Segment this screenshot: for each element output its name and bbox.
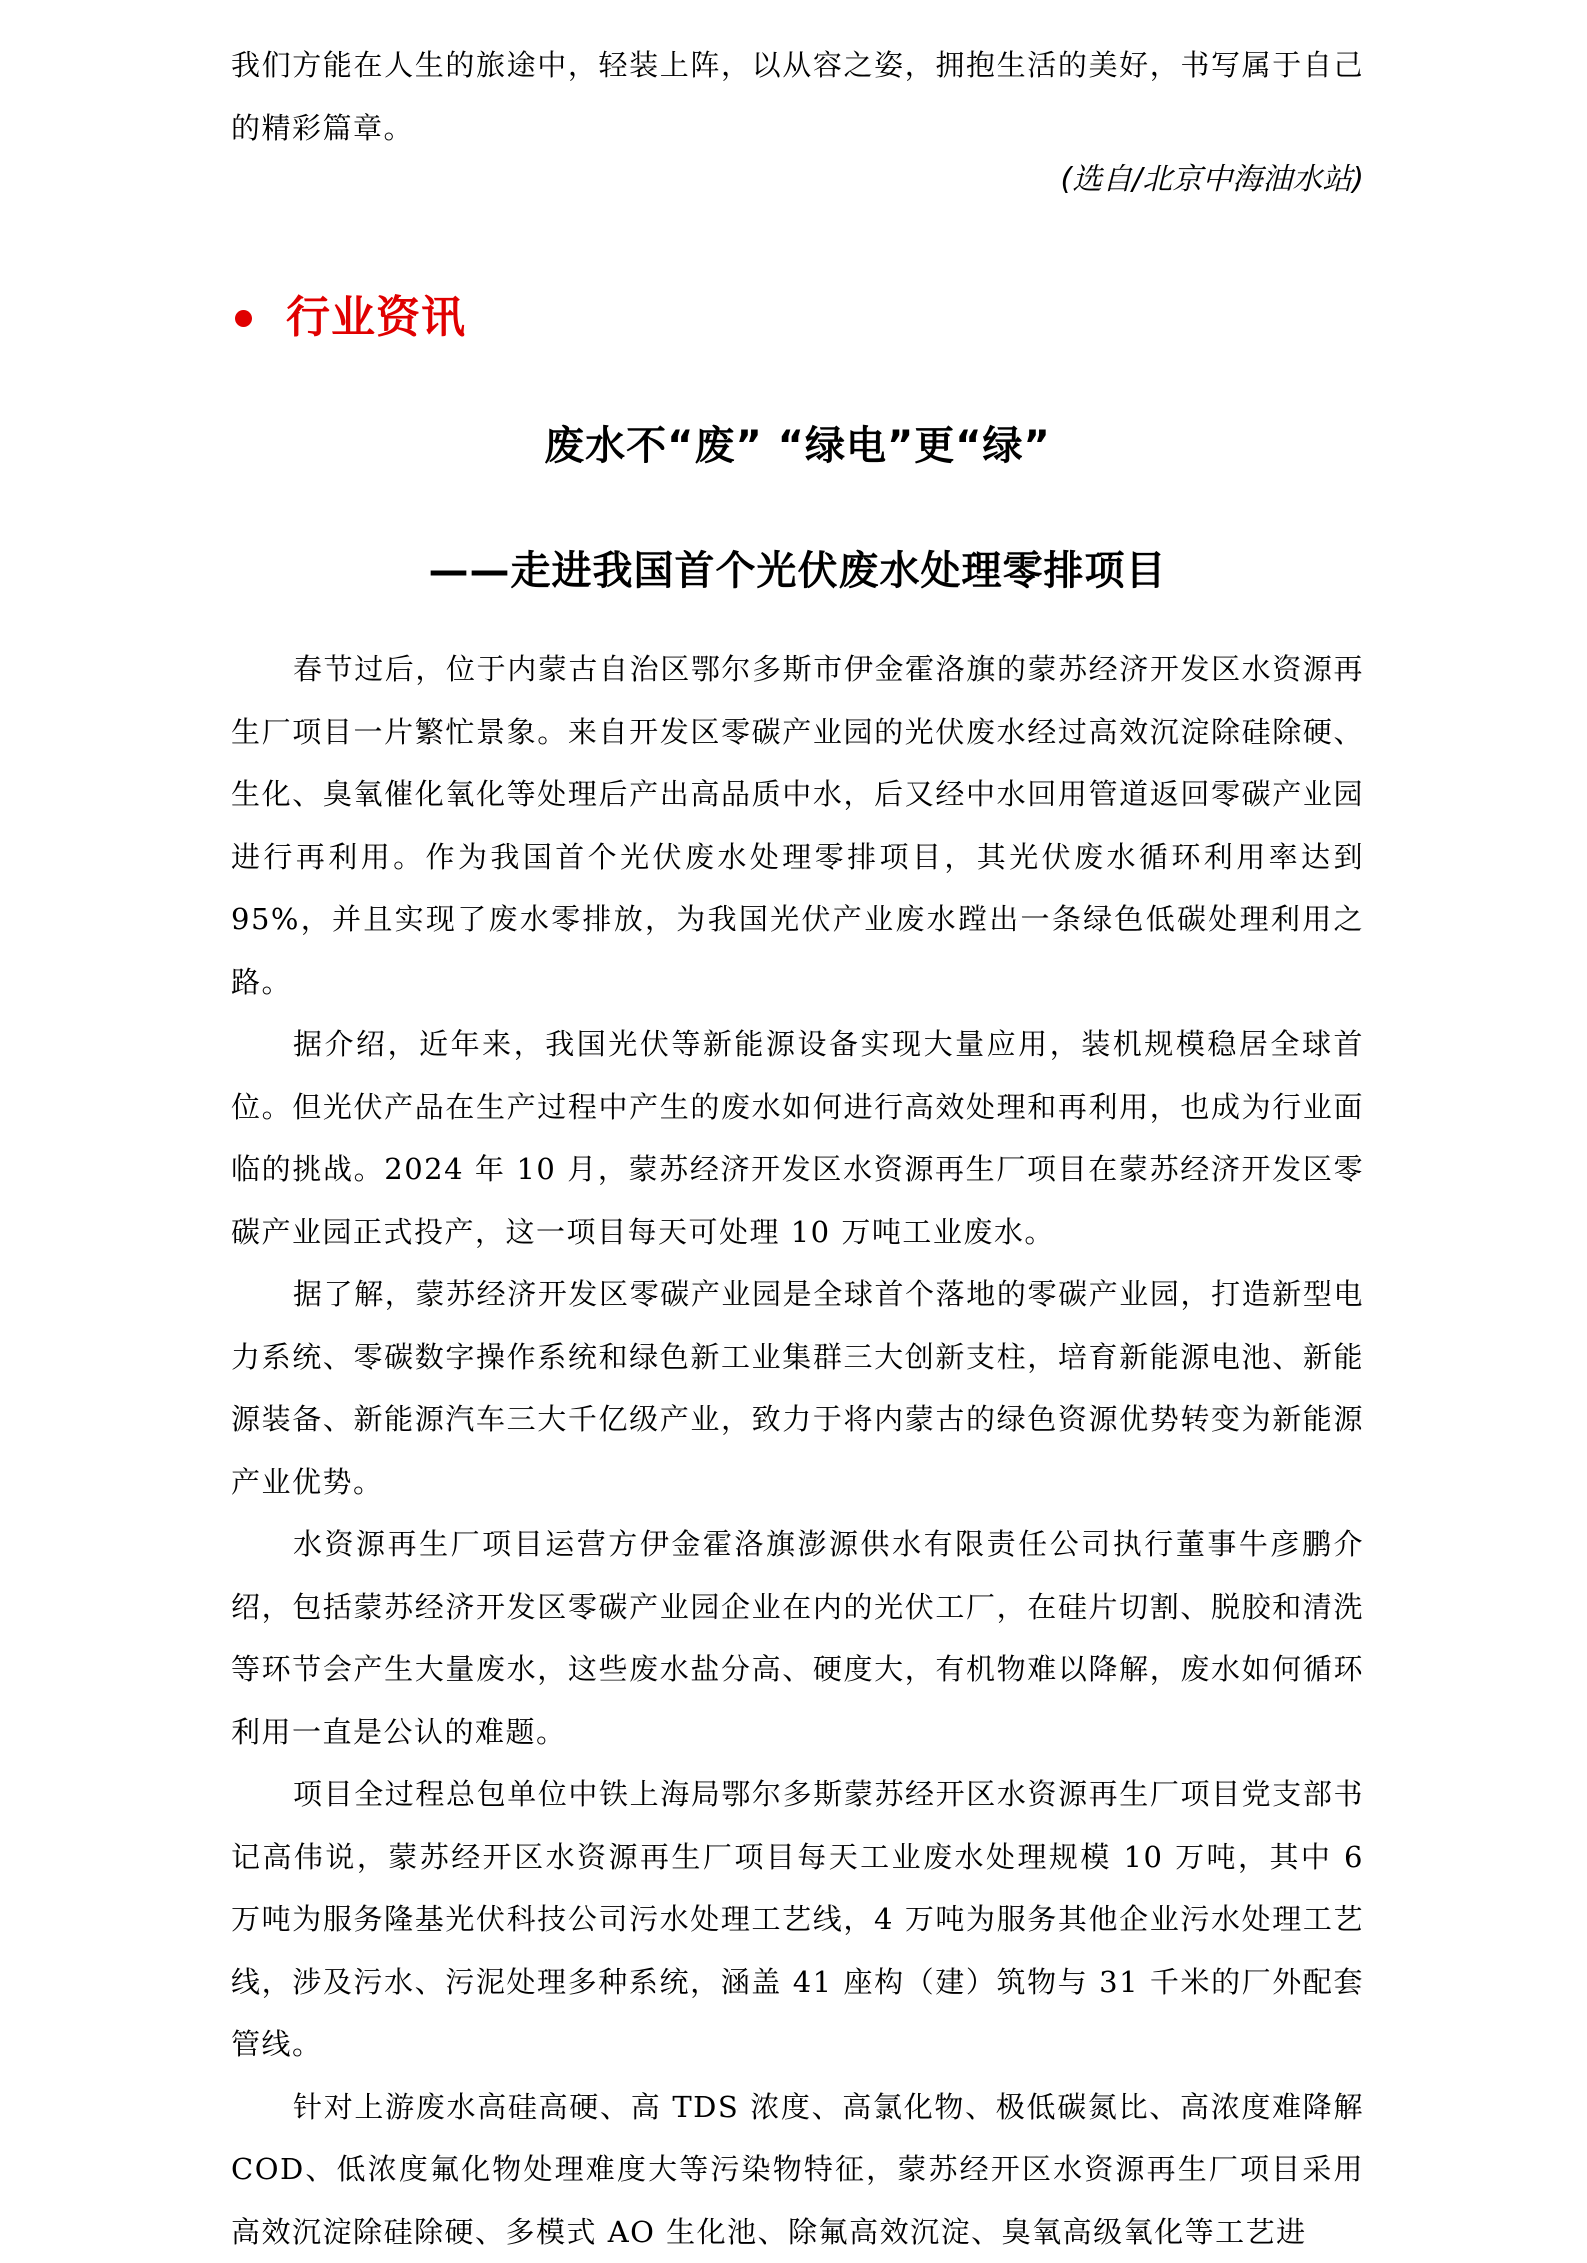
section-header xyxy=(231,290,466,346)
section-title: 行业资讯 xyxy=(286,290,466,346)
article-paragraph: 春节过后，位于内蒙古自治区鄂尔多斯市伊金霍洛旗的蒙苏经济开发区水资源再生厂项目一片繁忙景象。来自开发区零碳产业园的光伏废水经过高效沉淀除硅除硬、生化、臭氧催化氧化等处理后产出高品质中水，后又经中水回用管道返回零碳产业园进行再利用。作为我国首个光伏废水处理零排项目，其光伏废水循环利用率达到95%，并且实现了废水零排放，为我国光伏产业废水蹚出一条绿色低碳处理利用之路。 xyxy=(231,638,1364,1013)
article-paragraph: 项目全过程总包单位中铁上海局鄂尔多斯蒙苏经开区水资源再生厂项目党支部书记高伟说，蒙苏经开区水资源再生厂项目每天工业废水处理规模 10 万吨，其中 6 万吨为服务隆基光伏科技公司污水处理工艺线，4 万吨为服务其他企业污水处理工艺线，涉及污水、污泥处理多种系统，涵盖 41 座构（建）筑物与 31 千米的厂外配套管线。 xyxy=(231,1763,1364,2076)
article-paragraph: 水资源再生厂项目运营方伊金霍洛旗澎源供水有限责任公司执行董事牛彦鹏介绍，包括蒙苏经济开发区零碳产业园企业在内的光伏工厂，在硅片切割、脱胶和清洗等环节会产生大量废水，这些废水盐分高、硬度大，有机物难以降解，废水如何循环利用一直是公认的难题。 xyxy=(231,1513,1364,1763)
article-paragraph: 据介绍，近年来，我国光伏等新能源设备实现大量应用，装机规模稳居全球首位。但光伏产品在生产过程中产生的废水如何进行高效处理和再利用，也成为行业面临的挑战。2024 年 10 月，蒙苏经济开发区水资源再生厂项目在蒙苏经济开发区零碳产业园正式投产，这一项目每天可处理 10 万吨工业废水。 xyxy=(231,1013,1364,1263)
bullet-dot-icon xyxy=(235,310,252,327)
article-body xyxy=(231,638,1364,2263)
article-subtitle: ——走进我国首个光伏废水处理零排项目 xyxy=(231,545,1364,597)
article-title: 废水不“废” “绿电”更“绿” xyxy=(231,420,1364,472)
article-paragraph: 据了解，蒙苏经济开发区零碳产业园是全球首个落地的零碳产业园，打造新型电力系统、零碳数字操作系统和绿色新工业集群三大创新支柱，培育新能源电池、新能源装备、新能源汽车三大千亿级产业，致力于将内蒙古的绿色资源优势转变为新能源产业优势。 xyxy=(231,1263,1364,1513)
article-paragraph: 针对上游废水高硅高硬、高 TDS 浓度、高氯化物、极低碳氮比、高浓度难降解 COD、低浓度氟化物处理难度大等污染物特征，蒙苏经开区水资源再生厂项目采用高效沉淀除硅除硬、多模式 AO 生化池、除氟高效沉淀、臭氧高级氧化等工艺进 xyxy=(231,2076,1364,2263)
source-note: (选自/北京中海油水站) xyxy=(1060,160,1364,200)
intro-closing-paragraph: 我们方能在人生的旅途中，轻装上阵，以从容之姿，拥抱生活的美好，书写属于自己的精彩篇章。 xyxy=(231,34,1364,159)
